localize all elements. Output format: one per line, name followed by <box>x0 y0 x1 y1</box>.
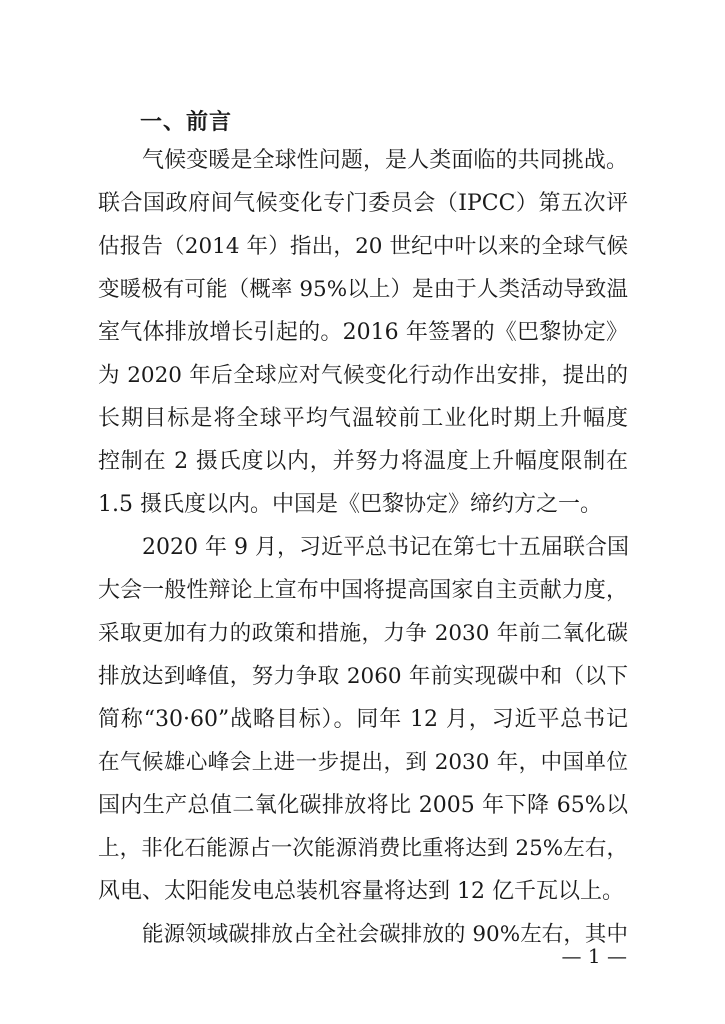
paragraph-2-line-2: 大会一般性辩论上宣布中国将提高国家自主贡献力度， <box>98 578 628 603</box>
paragraph-1-line-4: 变暖极有可能（概率 95%以上）是由于人类活动导致温 <box>98 277 628 302</box>
paragraph-2-line-5: 简称“30·60”战略目标）。同年 12 月，习近平总书记 <box>98 707 628 732</box>
paragraph-1-line-2: 联合国政府间气候变化专门委员会（IPCC）第五次评 <box>98 191 628 216</box>
paragraph-2-line-1: 2020 年 9 月，习近平总书记在第七十五届联合国 <box>142 535 629 560</box>
paragraph-2-line-6: 在气候雄心峰会上进一步提出，到 2030 年，中国单位 <box>98 750 628 775</box>
paragraph-2-line-3: 采取更加有力的政策和措施，力争 2030 年前二氧化碳 <box>98 621 628 646</box>
paragraph-1-line-5: 室气体排放增长引起的。2016 年签署的《巴黎协定》 <box>98 320 628 345</box>
paragraph-2-line-7: 国内生产总值二氧化碳排放将比 2005 年下降 65%以 <box>98 793 628 818</box>
paragraph-1-line-7: 长期目标是将全球平均气温较前工业化时期上升幅度 <box>98 406 628 431</box>
section-heading: 一、前言 <box>140 110 233 135</box>
paragraph-1-line-3: 估报告（2014 年）指出，20 世纪中叶以来的全球气候 <box>98 234 628 259</box>
page-number: — 1 — <box>561 944 627 968</box>
paragraph-2-line-9: 风电、太阳能发电总装机容量将达到 12 亿千瓦以上。 <box>98 879 624 904</box>
paragraph-1-line-1: 气候变暖是全球性问题，是人类面临的共同挑战。 <box>142 148 628 173</box>
paragraph-1-line-8: 控制在 2 摄氏度以内，并努力将温度上升幅度限制在 <box>98 449 628 474</box>
paragraph-2-line-4: 排放达到峰值，努力争取 2060 年前实现碳中和（以下 <box>98 664 628 689</box>
paragraph-2-line-8: 上，非化石能源占一次能源消费比重将达到 25%左右， <box>98 836 628 861</box>
paragraph-3-line-1: 能源领域碳排放占全社会碳排放的 90%左右，其中 <box>142 922 628 947</box>
paragraph-1-line-9: 1.5 摄氏度以内。中国是《巴黎协定》缔约方之一。 <box>98 492 602 517</box>
paragraph-1-line-6: 为 2020 年后全球应对气候变化行动作出安排，提出的 <box>98 363 628 388</box>
